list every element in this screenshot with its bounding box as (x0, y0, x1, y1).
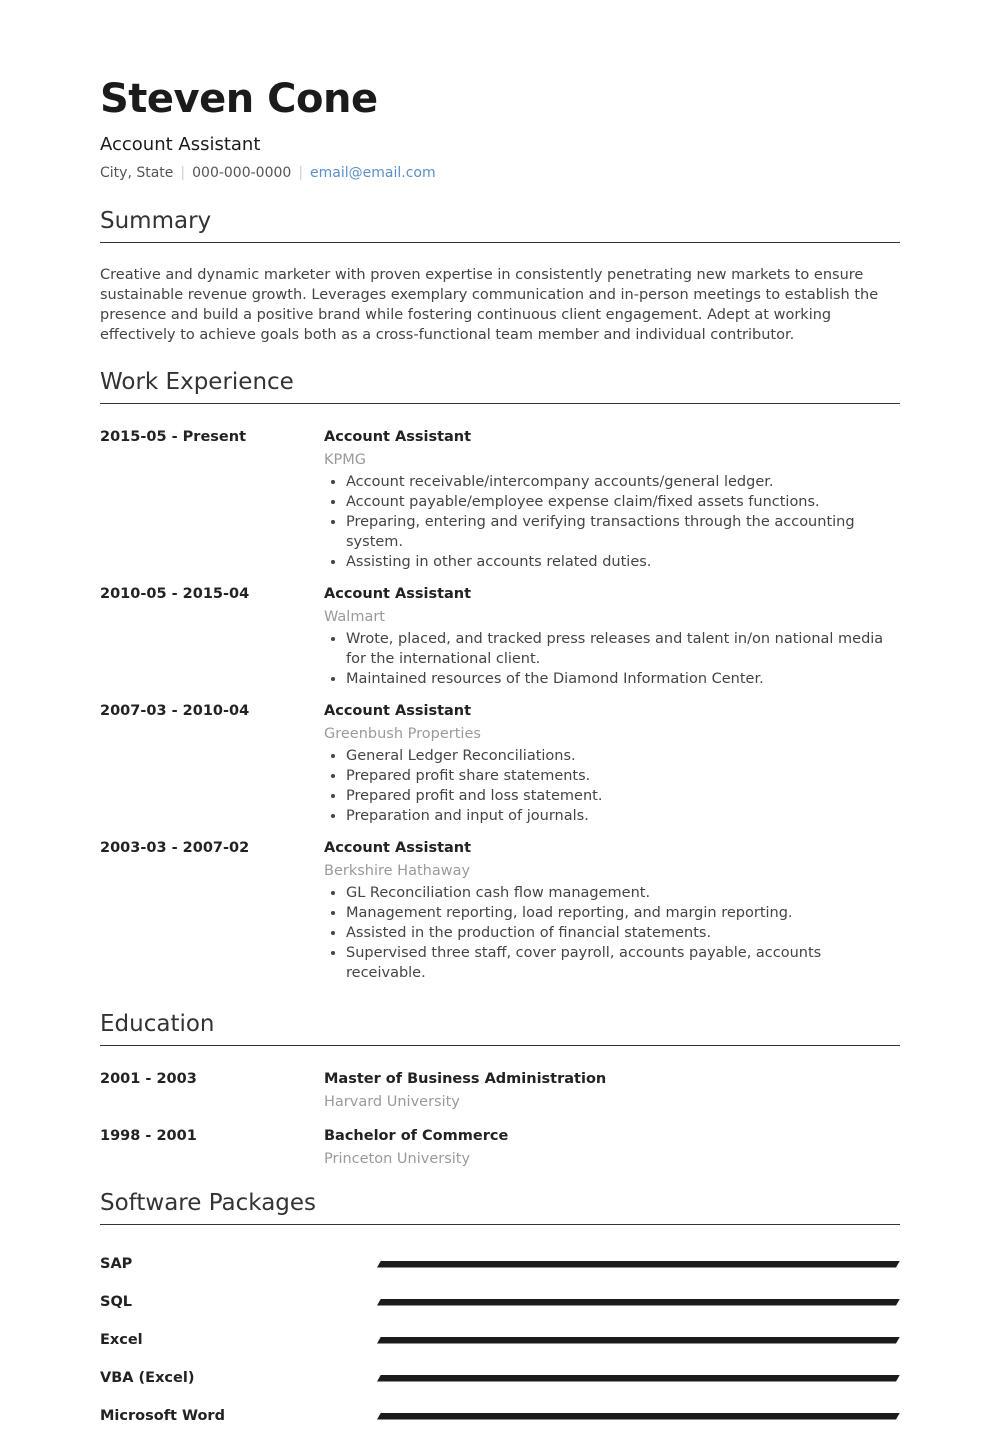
candidate-headline: Account Assistant (100, 134, 261, 155)
contact-phone: 000-000-0000 (192, 165, 292, 181)
education-entry-school: Princeton University (324, 1151, 471, 1167)
work-entry-bullet: • Management reporting, load reporting, and margin reporting. (346, 903, 900, 923)
education-entry (100, 1068, 900, 1112)
software-skill (100, 1359, 900, 1397)
software-heading: Software Packages (100, 1188, 900, 1225)
work-entry-bullet: • Preparation and input of journals. (346, 806, 900, 826)
work-entry-role: Account Assistant (324, 840, 472, 856)
work-entry-bullet: • Assisted in the production of financial statements. (346, 923, 900, 943)
education-list (100, 1068, 900, 1169)
work-entry-company: Berkshire Hathaway (324, 863, 471, 879)
work-entry-body (324, 583, 900, 689)
software-skill-name: SQL (100, 1294, 133, 1310)
software-skill-name: Microsoft Word (100, 1408, 225, 1424)
software-skill-level-bar (377, 1261, 900, 1268)
software-skill-name: Excel (100, 1332, 143, 1348)
work-entry-company: Walmart (324, 609, 385, 625)
education-entry-body (324, 1068, 900, 1112)
contact-line (100, 163, 900, 183)
work-experience-heading: Work Experience (100, 367, 900, 404)
work-entry (100, 700, 900, 826)
work-entry-bullets (324, 883, 900, 983)
work-entry-bullet: • Account payable/employee expense claim/fixed assets functions. (346, 492, 900, 512)
work-entry-date: 2003-03 - 2007-02 (100, 840, 250, 856)
education-entry-date: 1998 - 2001 (100, 1128, 197, 1144)
summary-heading: Summary (100, 206, 900, 243)
software-skill-level-bar (377, 1337, 900, 1344)
contact-separator: | (298, 165, 304, 181)
software-skill (100, 1321, 900, 1359)
work-entry-bullet: • GL Reconciliation cash flow management. (346, 883, 900, 903)
software-skill-level-track (377, 1337, 900, 1344)
work-entry-bullet: • General Ledger Reconciliations. (346, 746, 900, 766)
work-entry-date: 2015-05 - Present (100, 429, 246, 445)
work-entry-role: Account Assistant (324, 586, 472, 602)
education-entry (100, 1125, 900, 1169)
work-entry-company: KPMG (324, 452, 366, 468)
work-entry-bullet: • Account receivable/intercompany accounts/general ledger. (346, 472, 900, 492)
work-entry-body (324, 700, 900, 826)
work-entry-bullet: • Prepared profit and loss statement. (346, 786, 900, 806)
candidate-name: Steven Cone (100, 76, 378, 122)
work-entry-date: 2010-05 - 2015-04 (100, 586, 250, 602)
summary-text: Creative and dynamic marketer with proven expertise in consistently penetrating new markets to ensure sustainable revenue growth. Leverages exemplary communication and in-person meetings to establish the presence and build a positive brand while fostering continuous client engagement. Adept at working effectively to achieve goals both as a cross-functional team member and individual contributor. (100, 267, 879, 343)
software-skill-level-track (377, 1413, 900, 1420)
software-skill-level-track (377, 1261, 900, 1268)
education-entry-body (324, 1125, 900, 1169)
software-skill-level-bar (377, 1413, 900, 1420)
software-skill (100, 1397, 900, 1435)
education-entry-degree: Master of Business Administration (324, 1071, 607, 1087)
software-skill-level-bar (377, 1375, 900, 1382)
work-entry-bullet: • Assisting in other accounts related duties. (346, 552, 900, 572)
work-entry (100, 837, 900, 983)
software-skill-level-track (377, 1375, 900, 1382)
work-entry (100, 426, 900, 572)
work-entry-date: 2007-03 - 2010-04 (100, 703, 250, 719)
work-entry-body (324, 426, 900, 572)
work-entry (100, 583, 900, 689)
work-entry-role: Account Assistant (324, 703, 472, 719)
education-entry-date: 2001 - 2003 (100, 1071, 197, 1087)
software-skill-name: SAP (100, 1256, 133, 1272)
work-entry-bullets (324, 629, 900, 689)
work-entry-bullet: • Prepared profit share statements. (346, 766, 900, 786)
software-skill-name: VBA (Excel) (100, 1370, 195, 1386)
education-heading: Education (100, 1009, 900, 1046)
work-entry-bullet: • Wrote, placed, and tracked press releases and talent in/on national media for the international client. (346, 629, 900, 669)
work-entry-company: Greenbush Properties (324, 726, 481, 742)
software-skill (100, 1283, 900, 1321)
contact-separator: | (180, 165, 186, 181)
work-entry-bullet: • Preparing, entering and verifying transactions through the accounting system. (346, 512, 900, 552)
software-skill (100, 1245, 900, 1283)
software-list (100, 1245, 900, 1435)
software-skill-level-bar (377, 1299, 900, 1306)
education-entry-degree: Bachelor of Commerce (324, 1128, 509, 1144)
resume-page (100, 0, 900, 1435)
work-entry-bullets (324, 746, 900, 826)
contact-email-link[interactable]: email@email.com (310, 165, 436, 181)
contact-location: City, State (100, 165, 174, 181)
work-entry-bullet: • Maintained resources of the Diamond Information Center. (346, 669, 900, 689)
work-entry-body (324, 837, 900, 983)
work-entry-role: Account Assistant (324, 429, 472, 445)
work-entry-bullet: • Supervised three staff, cover payroll, accounts payable, accounts receivable. (346, 943, 900, 983)
education-entry-school: Harvard University (324, 1094, 460, 1110)
work-entry-bullets (324, 472, 900, 572)
work-experience-list (100, 426, 900, 983)
software-skill-level-track (377, 1299, 900, 1306)
